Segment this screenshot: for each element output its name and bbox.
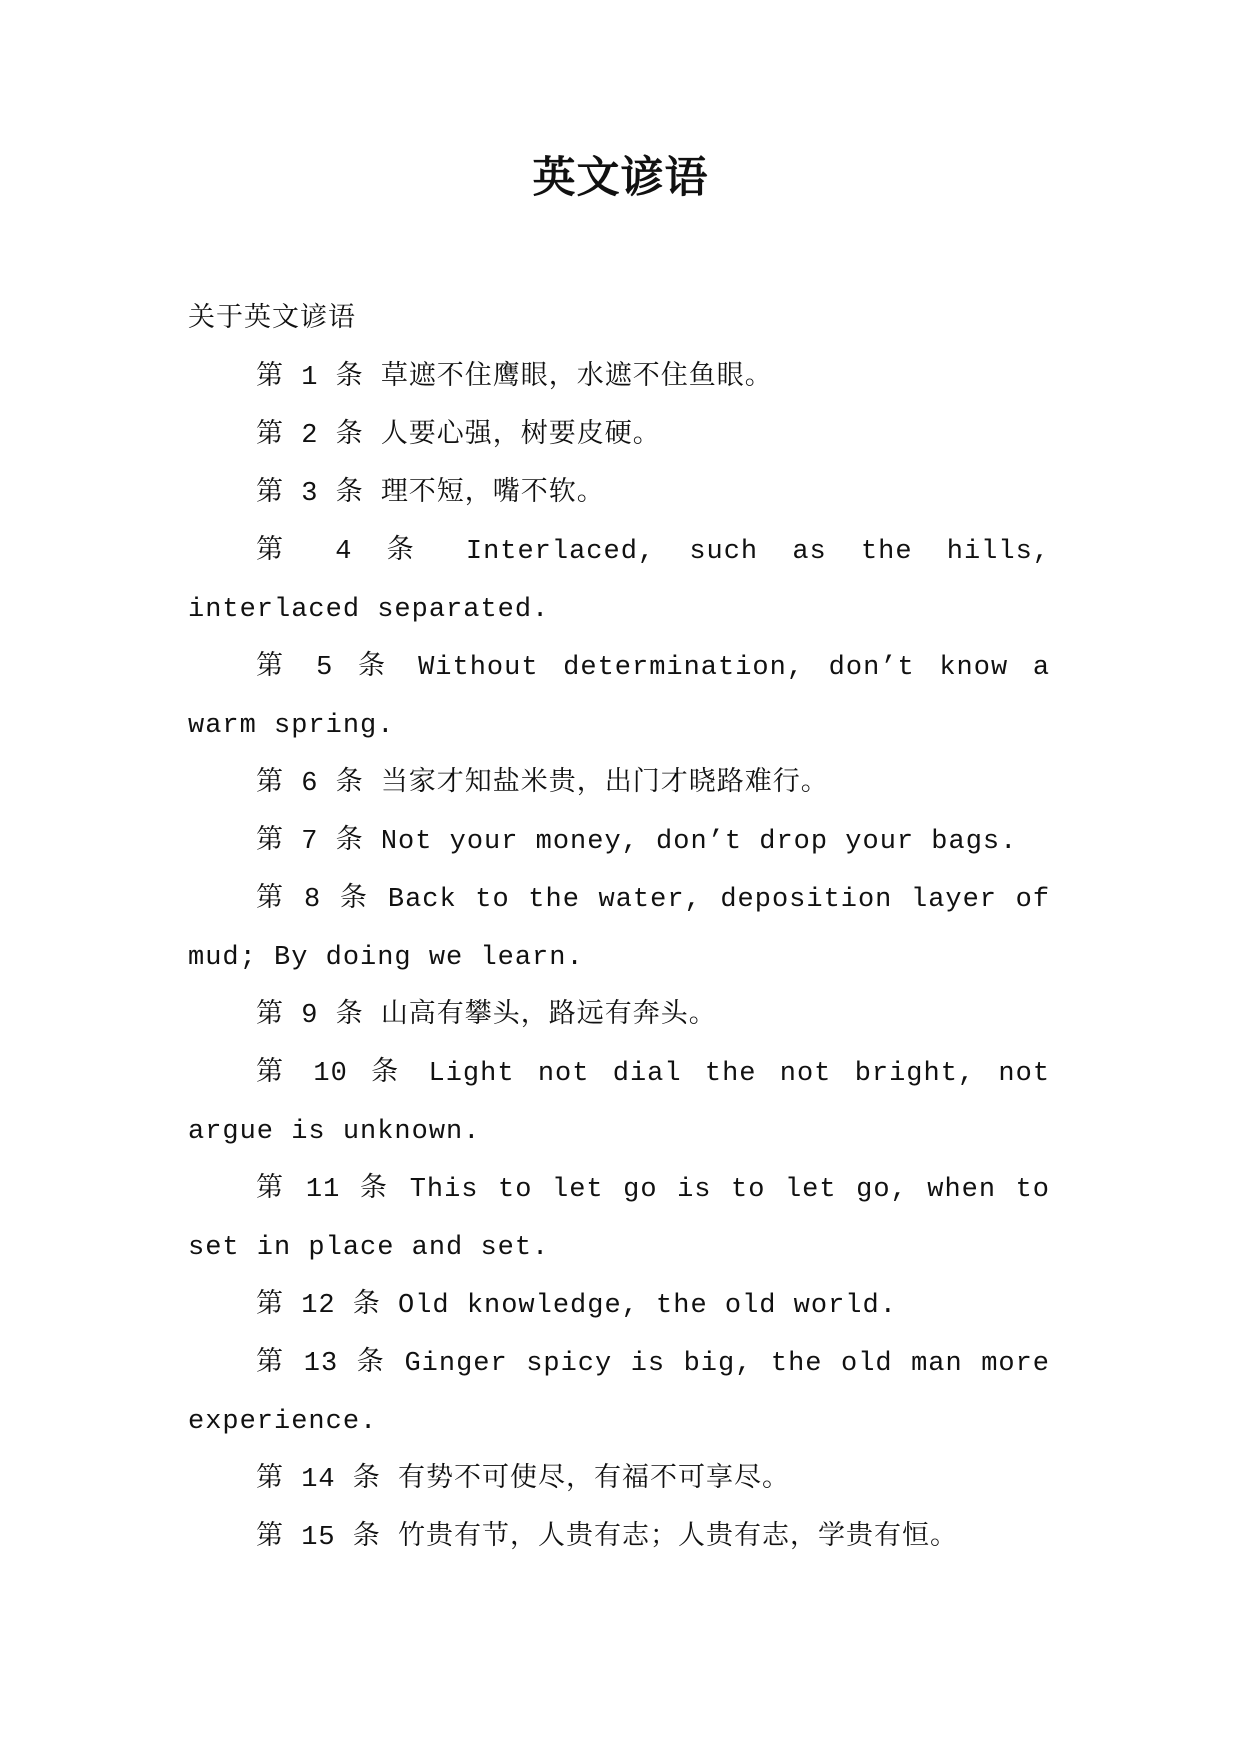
item-number: 第 14 条: [256, 1465, 381, 1495]
item-number: 第 4 条: [256, 537, 432, 567]
proverb-item: [188, 639, 1050, 755]
item-text: 当家才知盐米贵，出门才晓路难行。: [380, 769, 829, 799]
page-title: 英文谚语: [532, 153, 709, 203]
item-number: 第 12 条: [256, 1291, 381, 1321]
proverb-item: [188, 1045, 1050, 1161]
item-number: 第 5 条: [256, 653, 394, 683]
item-text: 草遮不住鹰眼，水遮不住鱼眼。: [380, 363, 773, 393]
item-text: 有势不可使尽，有福不可享尽。: [398, 1465, 791, 1495]
proverb-item: [188, 1277, 1050, 1335]
item-text: Interlaced, such as the hills, interlaced separated.: [188, 537, 1050, 625]
section-heading: 关于英文谚语: [188, 305, 356, 335]
item-text: 人要心强，树要皮硬。: [380, 421, 661, 451]
item-number: 第 1 条: [256, 363, 364, 393]
item-text: 竹贵有节，人贵有志；人贵有志，学贵有恒。: [398, 1523, 959, 1553]
proverb-item: [188, 349, 1050, 407]
document-body: [188, 291, 1050, 1567]
item-text: Old knowledge, the old world.: [398, 1291, 897, 1321]
item-number: 第 7 条: [256, 827, 364, 857]
proverb-item: [188, 1161, 1050, 1277]
item-text: Not your money, don’t drop your bags.: [380, 827, 1018, 857]
item-text: This to let go is to let go, when to set in place and set.: [188, 1175, 1051, 1263]
proverb-item: [188, 407, 1050, 465]
item-number: 第 6 条: [256, 769, 364, 799]
item-number: 第 11 条: [256, 1175, 391, 1205]
item-text: 山高有攀头，路远有奔头。: [380, 1001, 717, 1031]
item-number: 第 2 条: [256, 421, 364, 451]
item-number: 第 8 条: [256, 885, 370, 915]
proverb-item: [188, 987, 1050, 1045]
proverb-item: [188, 813, 1050, 871]
item-number: 第 15 条: [256, 1523, 381, 1553]
proverb-item: [188, 871, 1050, 987]
proverb-item: [188, 465, 1050, 523]
item-number: 第 3 条: [256, 479, 364, 509]
item-number: 第 13 条: [256, 1349, 386, 1379]
item-text: Without determination, don’t know a warm spring.: [188, 653, 1051, 741]
item-text: Light not dial the not bright, not argue is unknown.: [188, 1059, 1051, 1147]
item-number: 第 9 条: [256, 1001, 364, 1031]
proverb-item: [188, 1451, 1050, 1509]
item-text: 理不短，嘴不软。: [380, 479, 605, 509]
proverb-item: [188, 1509, 1050, 1567]
proverb-item: [188, 1335, 1050, 1451]
proverb-item: [188, 523, 1050, 639]
item-number: 第 10 条: [256, 1059, 406, 1089]
item-text: Back to the water, deposition layer of mud; By doing we learn.: [188, 885, 1051, 973]
item-text: Ginger spicy is big, the old man more experience.: [188, 1349, 1051, 1437]
proverb-item: [188, 755, 1050, 813]
